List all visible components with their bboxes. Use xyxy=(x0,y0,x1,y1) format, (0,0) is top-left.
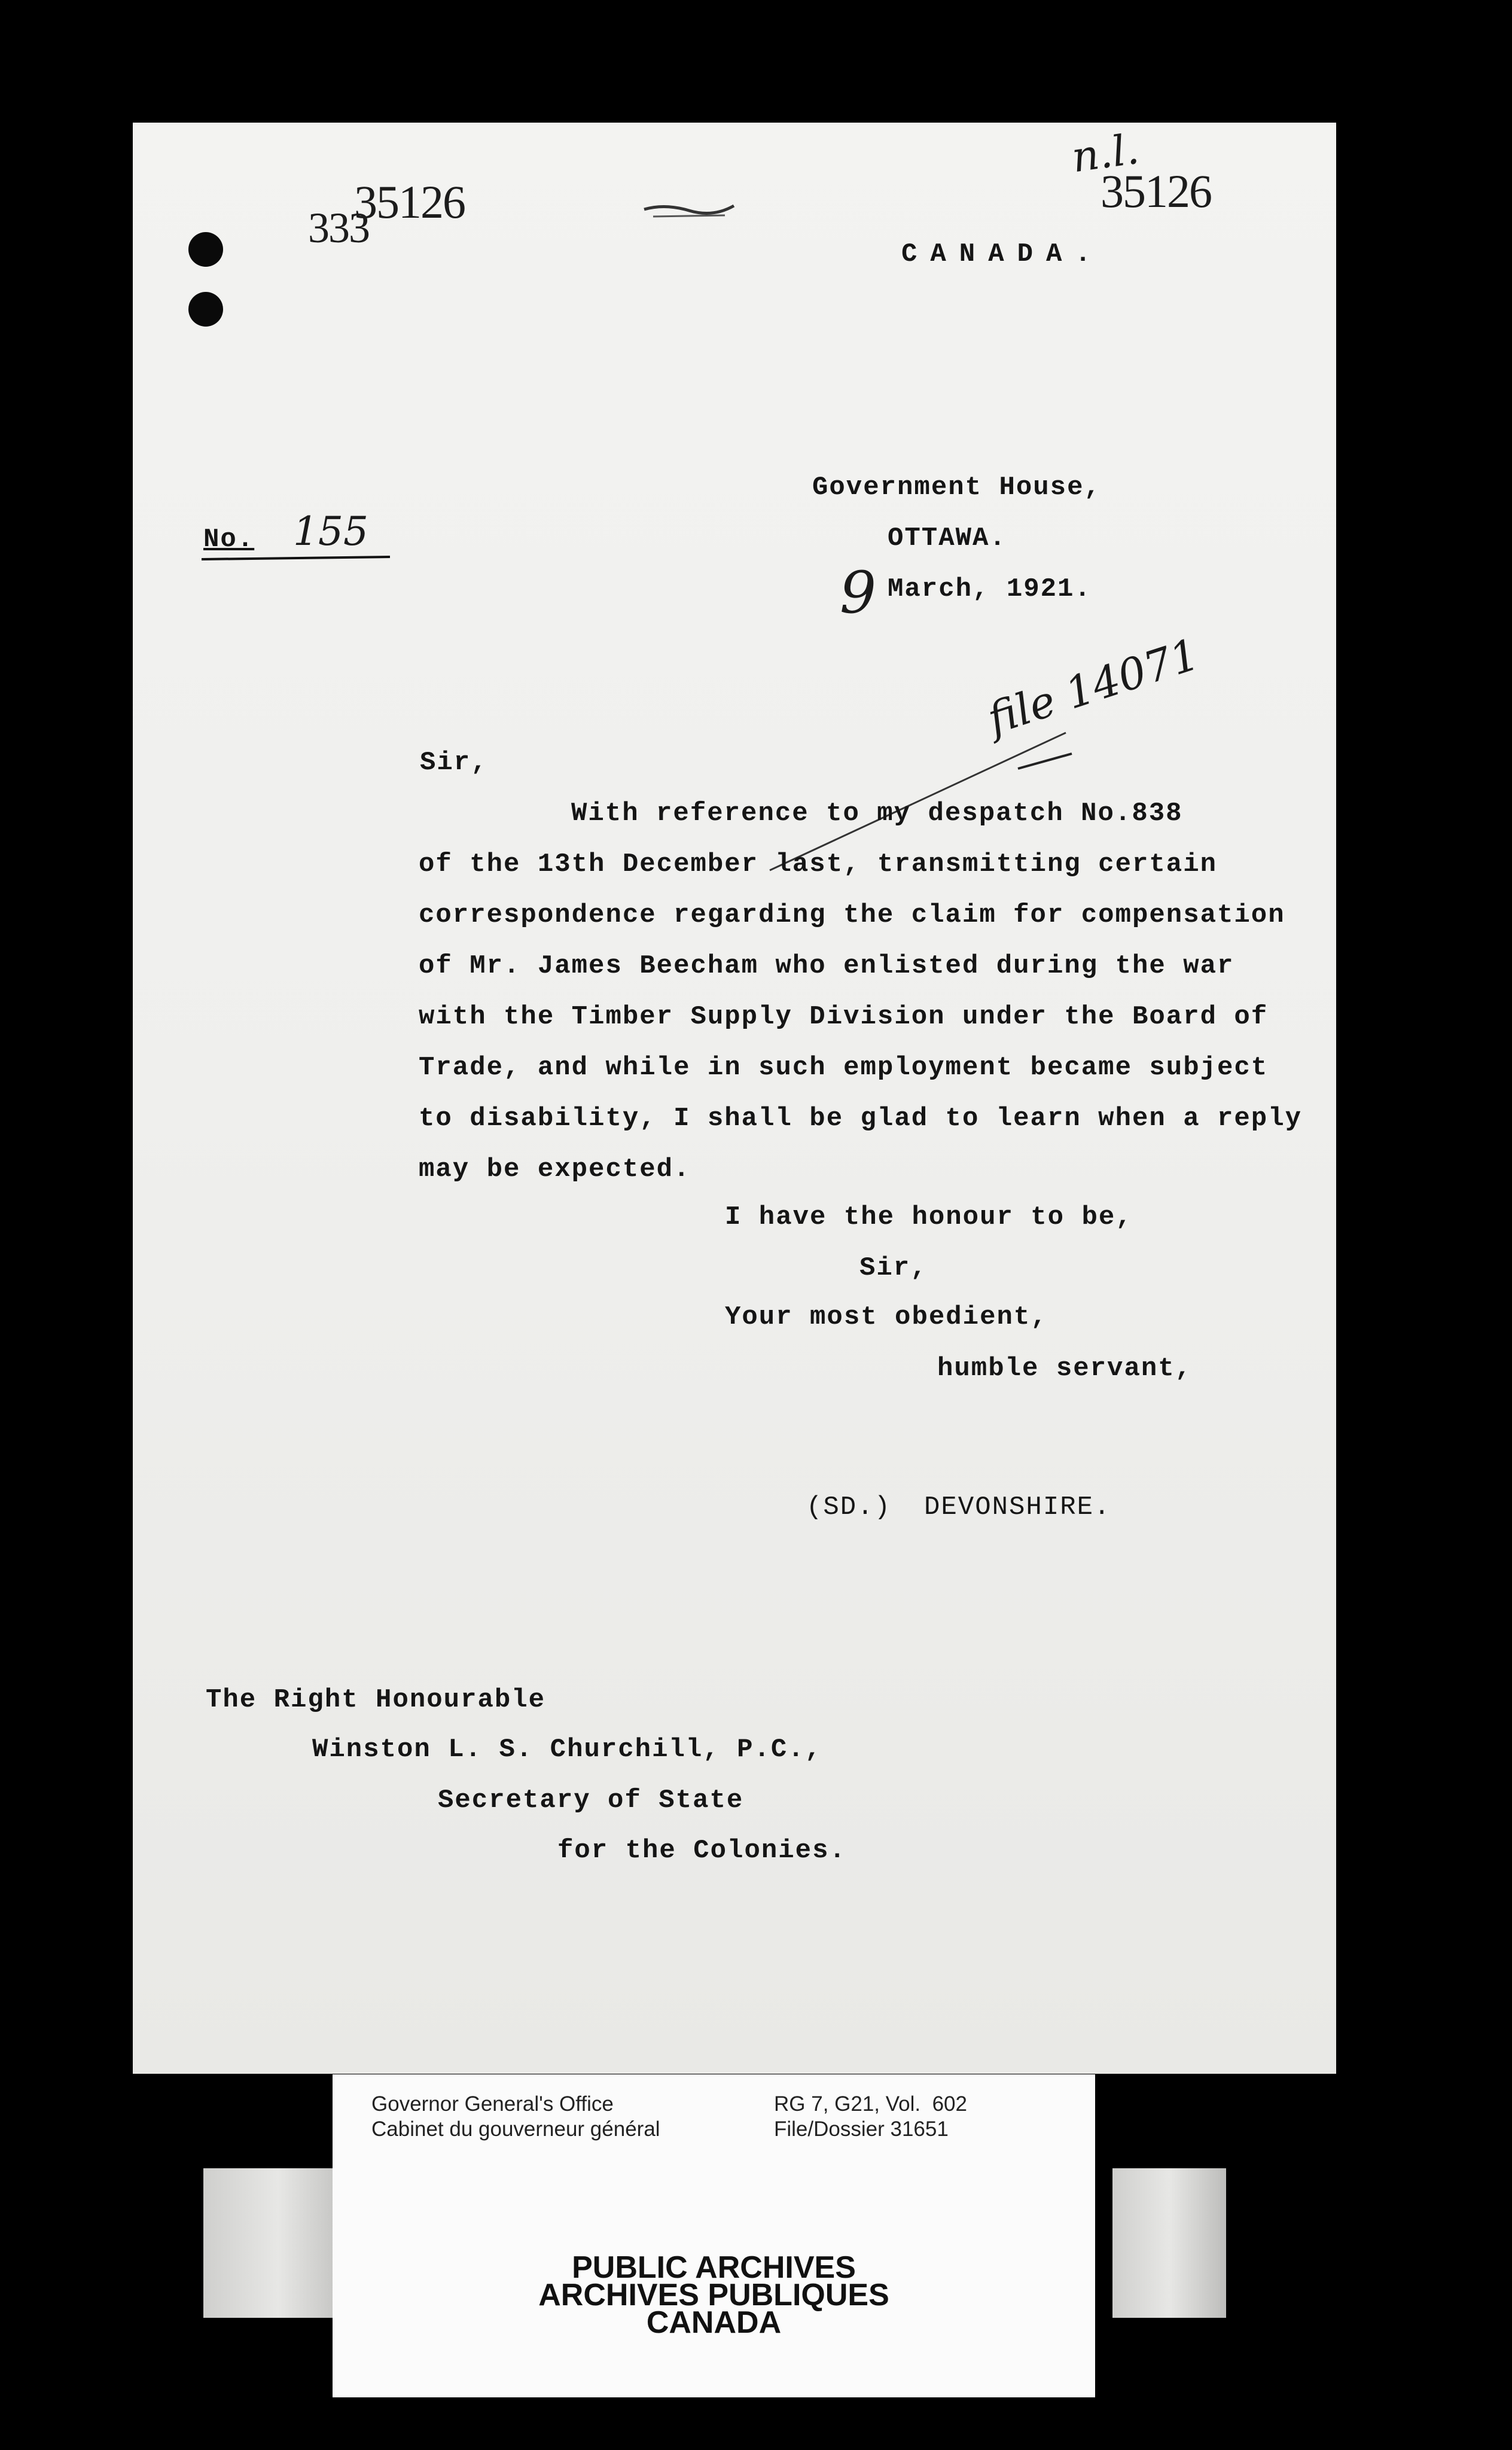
archive-clamp-left xyxy=(203,2168,353,2318)
registry-stamp-left-lower: 333 xyxy=(308,204,369,252)
closing-line-1: I have the honour to be, xyxy=(725,1202,1133,1232)
addressee-line-4: for the Colonies. xyxy=(557,1836,846,1866)
country-heading: CANADA. xyxy=(901,239,1104,269)
body-line-1: With reference to my despatch No.838 xyxy=(571,799,1183,828)
registry-stamp-right: 35126 xyxy=(1101,165,1211,217)
body-line-7: to disability, I shall be glad to learn when a reply xyxy=(419,1104,1303,1133)
document-page xyxy=(133,123,1336,2074)
closing-line-3: Your most obedient, xyxy=(725,1302,1048,1332)
office-name-fr: Cabinet du gouverneur général xyxy=(371,2117,660,2141)
archives-title-line-3: CANADA xyxy=(646,2305,782,2340)
archive-clamp-right xyxy=(1112,2168,1226,2318)
despatch-label: No. xyxy=(203,525,255,554)
registry-stamp-left-upper: 35126 xyxy=(354,176,465,228)
body-line-2: of the 13th December last, transmitting certain xyxy=(419,849,1218,879)
closing-line-4: humble servant, xyxy=(937,1354,1193,1384)
body-line-5: with the Timber Supply Division under the Board of xyxy=(419,1002,1269,1032)
archive-label xyxy=(333,2074,1095,2397)
closing-line-2: Sir, xyxy=(859,1253,928,1283)
file-reference: File/Dossier 31651 xyxy=(774,2117,949,2141)
handwritten-file-note: file 14071 xyxy=(981,629,1205,744)
ink-smudge xyxy=(641,197,737,221)
punch-hole-lower xyxy=(188,292,223,327)
signature: DEVONSHIRE. xyxy=(924,1492,1111,1522)
body-line-3: correspondence regarding the claim for compensation xyxy=(419,900,1285,930)
archives-title-line-2: ARCHIVES PUBLIQUES xyxy=(538,2278,889,2312)
handwritten-despatch-number: 155 xyxy=(293,508,368,554)
body-line-6: Trade, and while in such employment became subject xyxy=(419,1053,1269,1083)
salutation: Sir, xyxy=(420,748,488,778)
addressee-line-2: Winston L. S. Churchill, P.C., xyxy=(312,1735,822,1765)
body-line-4: of Mr. James Beecham who enlisted during the war xyxy=(419,951,1234,981)
punch-hole-upper xyxy=(188,232,223,267)
handwritten-date-day: 9 xyxy=(840,559,877,626)
date-line: March, 1921. xyxy=(888,574,1092,604)
despatch-underline xyxy=(199,554,396,566)
address-line-2: OTTAWA. xyxy=(888,523,1007,553)
addressee-line-1: The Right Honourable xyxy=(206,1685,546,1715)
address-line-1: Government House, xyxy=(812,473,1101,502)
addressee-line-3: Secretary of State xyxy=(438,1785,744,1815)
office-name-en: Governor General's Office xyxy=(371,2092,614,2116)
handwritten-note-top-right: n.l. xyxy=(1068,124,1142,182)
body-line-8: may be expected. xyxy=(419,1154,691,1184)
signature-prefix: (SD.) xyxy=(806,1492,892,1522)
archives-title-line-1: PUBLIC ARCHIVES xyxy=(572,2250,856,2285)
record-group-reference: RG 7, G21, Vol. 602 xyxy=(774,2092,967,2116)
